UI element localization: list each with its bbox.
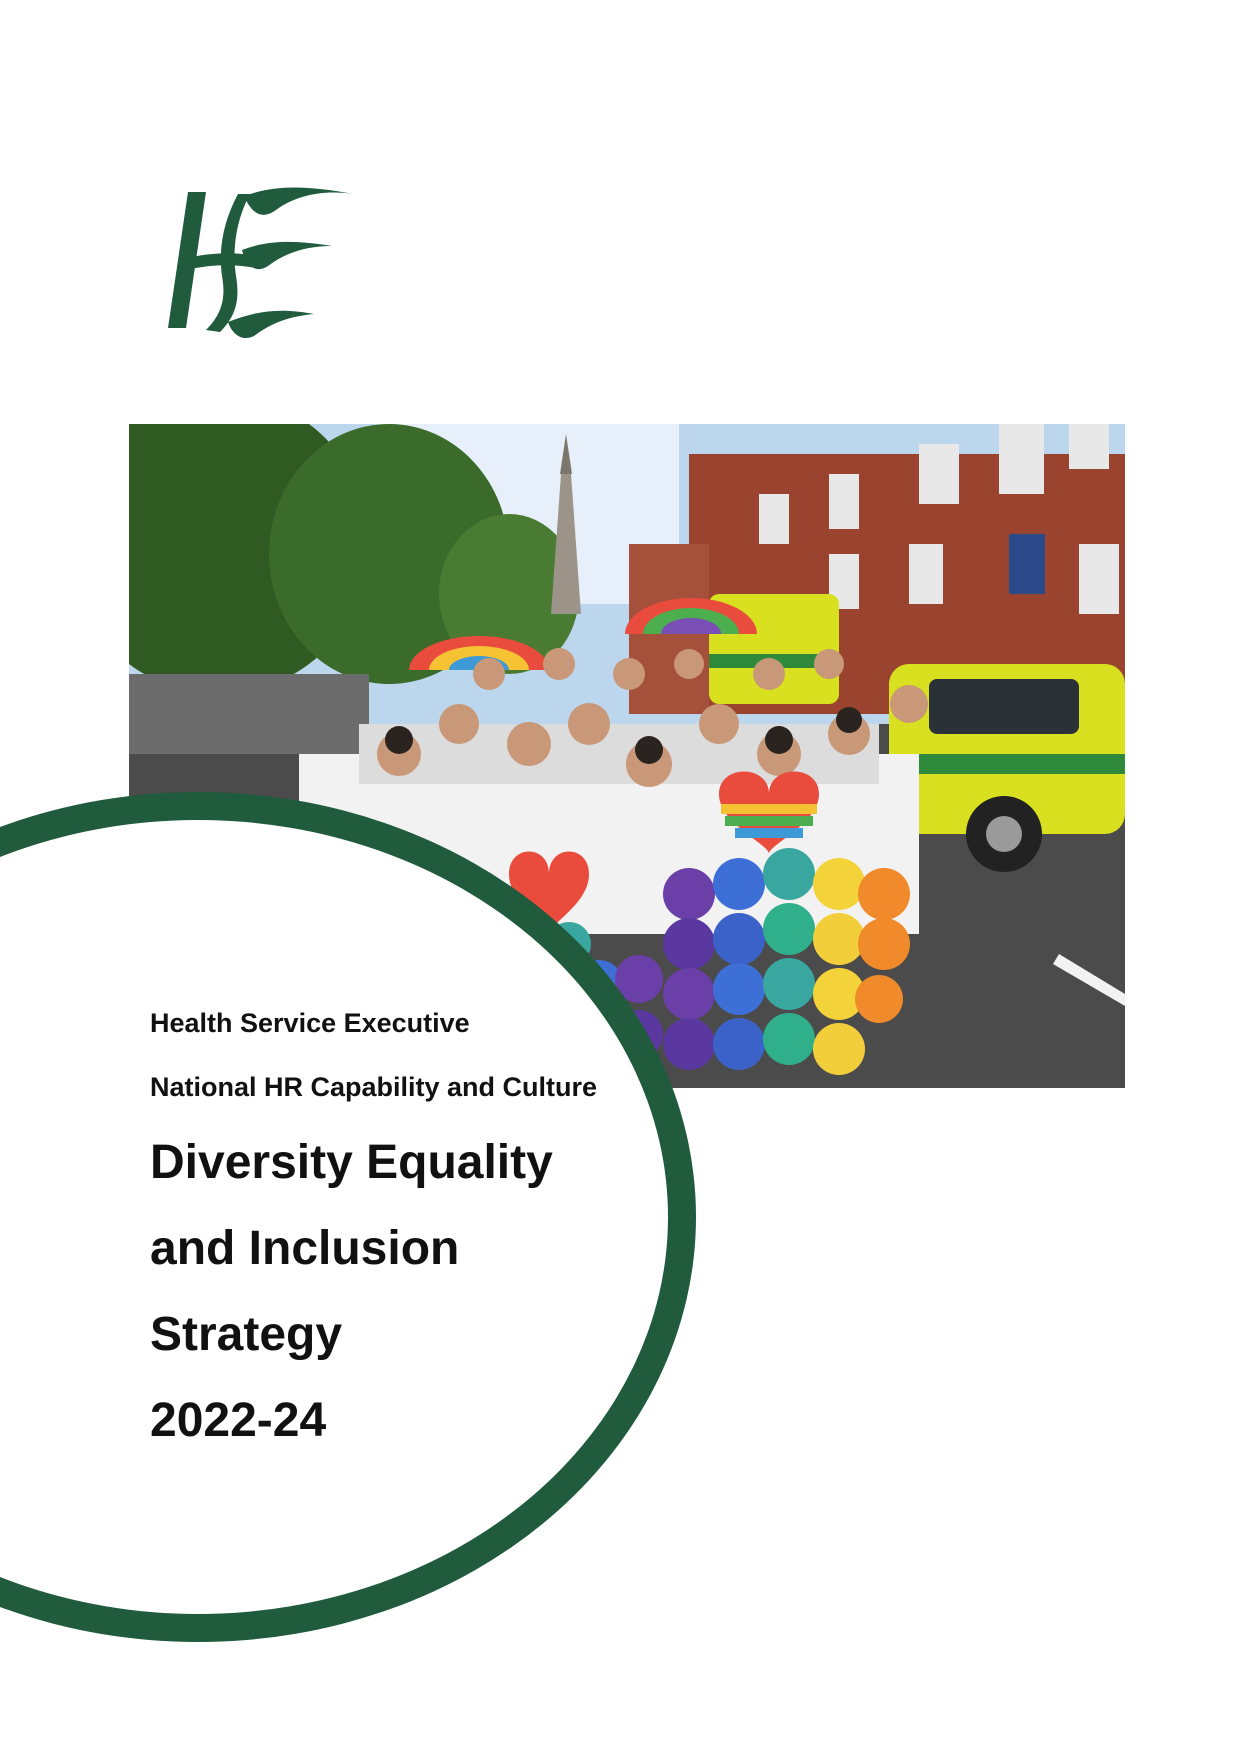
hse-logo-icon [158,180,358,340]
title-line-2: and Inclusion [150,1222,460,1275]
organisation-name: Health Service Executive [150,1008,470,1038]
strategy-years: 2022-24 [150,1394,327,1447]
title-line-1: Diversity Equality [150,1136,553,1189]
title-line-3: Strategy [150,1308,343,1361]
department-name: National HR Capability and Culture [150,1072,598,1102]
